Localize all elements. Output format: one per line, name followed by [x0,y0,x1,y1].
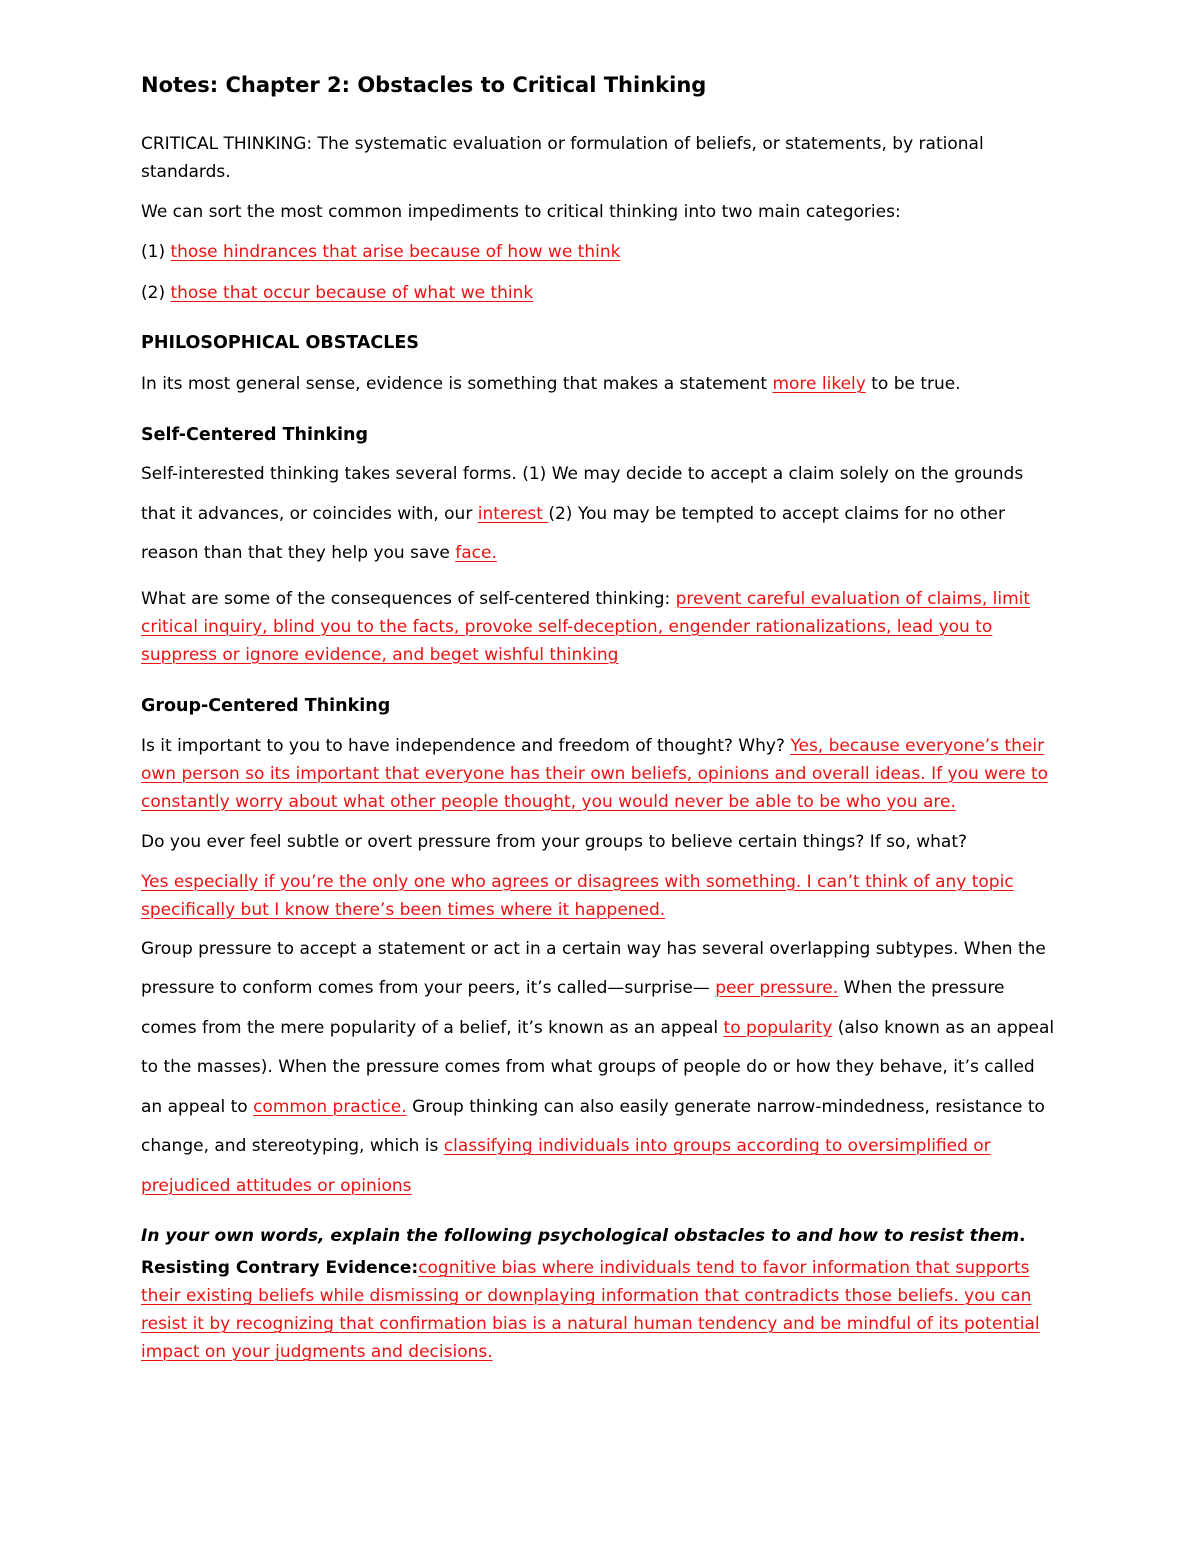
category-number: (2) [141,283,171,303]
heading-philosophical-obstacles: PHILOSOPHICAL OBSTACLES [141,333,419,353]
save-face-answer: face. [455,543,497,563]
consequences-question: What are some of the consequences of self-centered thinking: [141,588,676,609]
contrary-evidence-answer: cognitive bias where individuals tend to favor information that supports their existing beliefs while dismissing or downplaying information that contradicts those beliefs. you can resist it by recognizing that confirmation bias is a natural human tendency and be mindful of its potential impact on your judgments and decisions. [141,1258,1040,1362]
heading-group-centered: Group-Centered Thinking [141,695,391,716]
category-answer: those hindrances that arise because of how we think [170,242,621,262]
popularity-answer: to popularity [723,1017,833,1038]
independence-question: Is it important to you to have independence and freedom of thought? Why? [141,735,791,756]
contrary-evidence-paragraph [141,1254,1061,1366]
consequences-paragraph [141,585,1061,669]
sort-intro: We can sort the most common impediments to critical thinking into two main categories: [141,202,901,222]
pressure-question: Do you ever feel subtle or overt pressure from your groups to believe certain things? If so, what? [141,831,968,852]
heading-self-centered: Self-Centered Thinking [141,425,369,445]
evidence-text-end: to be true. [865,374,961,394]
definition-text: The systematic evaluation or formulation of beliefs, or statements, by rational standards. [141,134,984,182]
self-interest-text-2: (2) You may be tempted to accept claims for no other reason than that they help you save [141,503,1006,563]
evidence-paragraph [141,370,1061,398]
peer-pressure-answer: peer pressure. [715,978,839,998]
psych-instruction [141,1222,1061,1250]
category-answer: those that occur because of what we think [170,283,534,303]
group-pressure-text: Group pressure to accept a statement or act in a certain way has several overlapping subtypes. When the pressure to conform comes from your peers, it’s called—surprise— [141,938,1046,998]
category-2 [141,279,1061,307]
self-interest-answer: interest [477,503,549,524]
evidence-text: In its most general sense, evidence is something that makes a statement [141,374,773,394]
definition-paragraph [141,130,1061,186]
self-interest-paragraph [141,455,1061,574]
document-body [141,70,1061,1366]
stereotyping-answer: classifying individuals into groups according to oversimplified or prejudiced attitudes or opinions [141,1136,991,1196]
self-interest-text: Self-interested thinking takes several forms. (1) We may decide to accept a claim solely on the grounds that it advances, or coincides with, our [141,464,1024,524]
category-number: (1) [141,242,171,262]
group-pressure-text-2: When the pressure comes from the mere popularity of a belief, it’s known as an appeal [141,978,1005,1038]
independence-answer: Yes, because everyone’s their own person so its important that everyone has their own beliefs, opinions and overall ideas. If you were to constantly worry about what other people thought, you would never be able to be who you are. [141,735,1049,812]
evidence-answer: more likely [772,374,866,394]
psych-instruction-text: In your own words, explain the following psychological obstacles to and how to resist them [141,1226,1020,1246]
pressure-answer: Yes especially if you’re the only one who agrees or disagrees with something. I can’t think of any topic specifically but I know there’s been times where it happened. [141,871,1014,920]
group-pressure-paragraph [141,930,1061,1207]
definition-term: CRITICAL THINKING: [141,134,313,154]
group-pressure-text-4: Group thinking can also easily generate narrow-mindedness, resistance to change, and stereotyping, which is [141,1096,1045,1156]
group-pressure-text-3: (also known as an appeal to the masses). When the pressure comes from what groups of people do or how they behave, it’s called an appeal to [141,1017,1055,1117]
category-1 [141,238,1061,266]
contrary-evidence-term: Resisting Contrary Evidence: [141,1258,419,1278]
page-title: Notes: Chapter 2: Obstacles to Critical Thinking [141,73,707,97]
psych-instruction-end: . [1019,1226,1026,1246]
independence-paragraph [141,732,1061,816]
consequences-answer: prevent careful evaluation of claims, limit critical inquiry, blind you to the facts, provoke self-deception, engender rationalizations, lead you to suppress or ignore evidence, and beget wishful thinking [141,588,1031,665]
common-practice-answer: common practice. [253,1096,407,1117]
